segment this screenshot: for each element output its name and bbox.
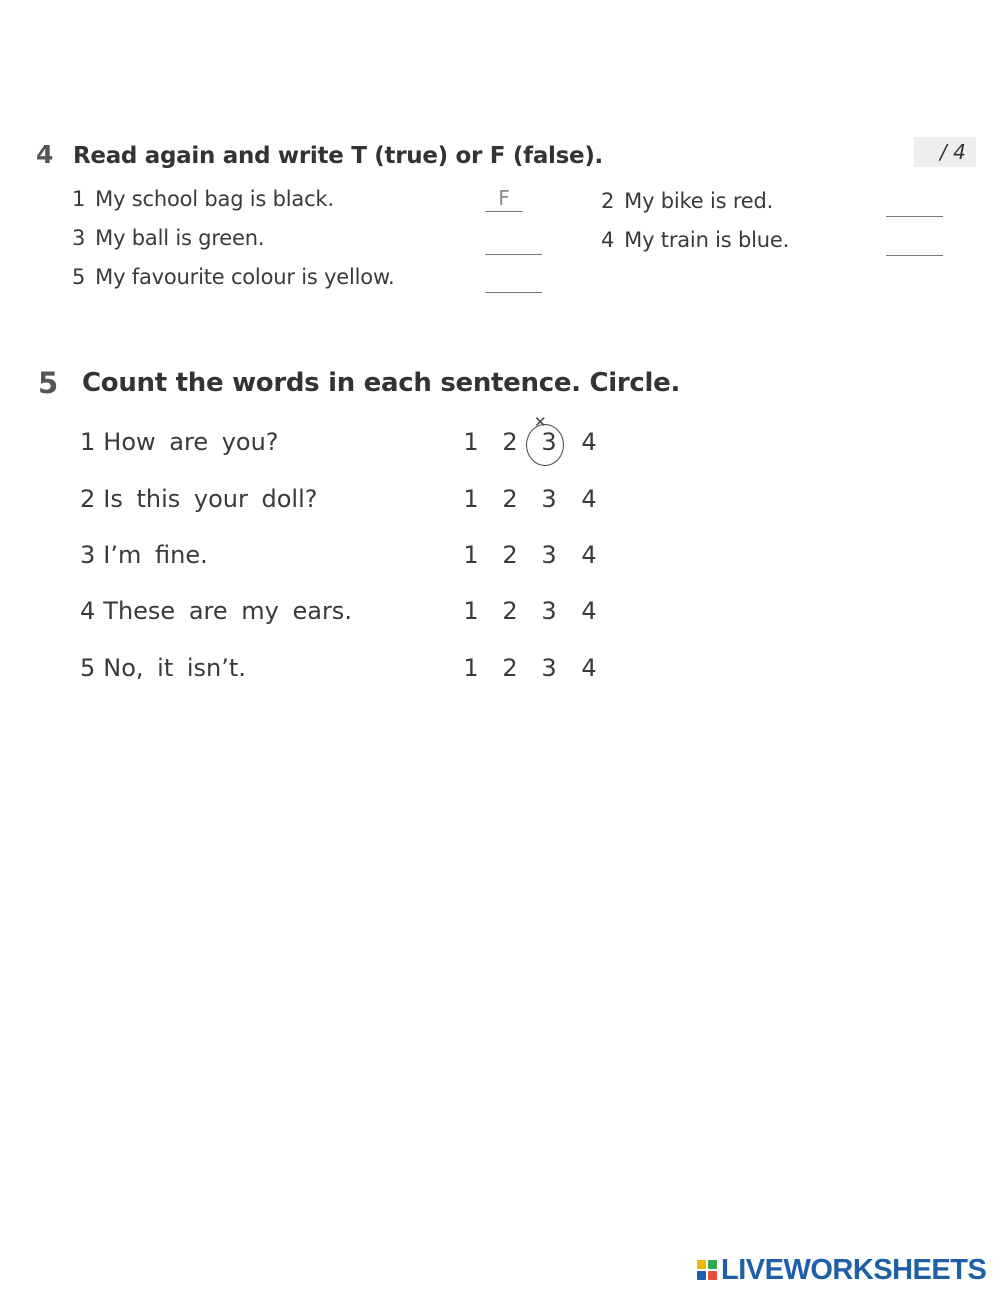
- ex5-option[interactable]: 4: [581, 485, 597, 513]
- item-number: 5: [80, 654, 96, 682]
- sentence-text: No, it isn’t.: [103, 654, 246, 682]
- ex4-item-3: [72, 226, 264, 250]
- ex5-sentence-2: [80, 485, 318, 513]
- sentence-text: Is this your doll?: [103, 485, 318, 513]
- ex5-option[interactable]: 3: [541, 597, 557, 625]
- ex4-item-2: [601, 189, 773, 213]
- ex5-option[interactable]: 2: [502, 485, 518, 513]
- exercise-5-number: 5: [38, 366, 59, 400]
- ex5-option[interactable]: 1: [463, 654, 479, 682]
- item-text: My train is blue.: [624, 228, 790, 252]
- item-number: 2: [601, 189, 615, 213]
- ex5-option[interactable]: 3: [541, 654, 557, 682]
- ex5-option-selected[interactable]: 3: [541, 428, 557, 456]
- ex5-option[interactable]: 4: [581, 597, 597, 625]
- item-number: 1: [72, 187, 86, 211]
- ex4-answer-5[interactable]: [485, 268, 542, 293]
- ex5-sentence-4: [80, 597, 352, 625]
- ex5-option[interactable]: 4: [581, 654, 597, 682]
- ex5-option[interactable]: 2: [502, 428, 518, 456]
- item-number: 5: [72, 265, 86, 289]
- ex5-sentence-1: [80, 428, 279, 456]
- item-number: 2: [80, 485, 96, 513]
- item-number: 3: [72, 226, 86, 250]
- ex4-answer-1[interactable]: F: [485, 187, 523, 212]
- exercise-5-instruction: Count the words in each sentence. Circle.: [82, 368, 681, 398]
- exercise-4-number: 4: [36, 140, 54, 169]
- ex4-item-1: [72, 187, 334, 211]
- ex5-sentence-3: [80, 541, 208, 569]
- item-text: My bike is red.: [624, 189, 774, 213]
- item-number: 3: [80, 541, 96, 569]
- exercise-4-instruction: Read again and write T (true) or F (false).: [73, 143, 603, 169]
- sentence-text: I’m fine.: [103, 541, 208, 569]
- sentence-text: These are my ears.: [103, 597, 352, 625]
- item-text: My favourite colour is yellow.: [95, 265, 395, 289]
- ex4-answer-2[interactable]: [886, 192, 943, 217]
- item-number: 1: [80, 428, 96, 456]
- ex5-option[interactable]: 2: [502, 654, 518, 682]
- ex5-option[interactable]: 4: [581, 428, 597, 456]
- score-text: / 4: [940, 140, 966, 164]
- ex5-option[interactable]: 1: [463, 485, 479, 513]
- ex5-option[interactable]: 1: [463, 428, 479, 456]
- tick-mark-icon: ✕: [534, 413, 547, 431]
- ex5-option[interactable]: 2: [502, 541, 518, 569]
- ex4-answer-4[interactable]: [886, 231, 943, 256]
- ex5-sentence-5: [80, 654, 246, 682]
- sentence-text: How are you?: [103, 428, 279, 456]
- ex5-option[interactable]: 4: [581, 541, 597, 569]
- item-text: My ball is green.: [95, 226, 265, 250]
- logo-mark-icon: [697, 1260, 717, 1280]
- ex5-option[interactable]: 1: [463, 597, 479, 625]
- ex4-item-4: [601, 228, 789, 252]
- logo-text: LIVEWORKSHEETS: [721, 1253, 987, 1286]
- liveworksheets-logo[interactable]: [697, 1253, 987, 1286]
- item-number: 4: [601, 228, 615, 252]
- item-number: 4: [80, 597, 96, 625]
- ex5-option[interactable]: 3: [541, 541, 557, 569]
- ex5-option[interactable]: 1: [463, 541, 479, 569]
- ex5-option[interactable]: 2: [502, 597, 518, 625]
- ex5-option[interactable]: 3: [541, 485, 557, 513]
- item-text: My school bag is black.: [95, 187, 334, 211]
- ex4-item-5: [72, 265, 394, 289]
- ex4-answer-3[interactable]: [485, 230, 542, 255]
